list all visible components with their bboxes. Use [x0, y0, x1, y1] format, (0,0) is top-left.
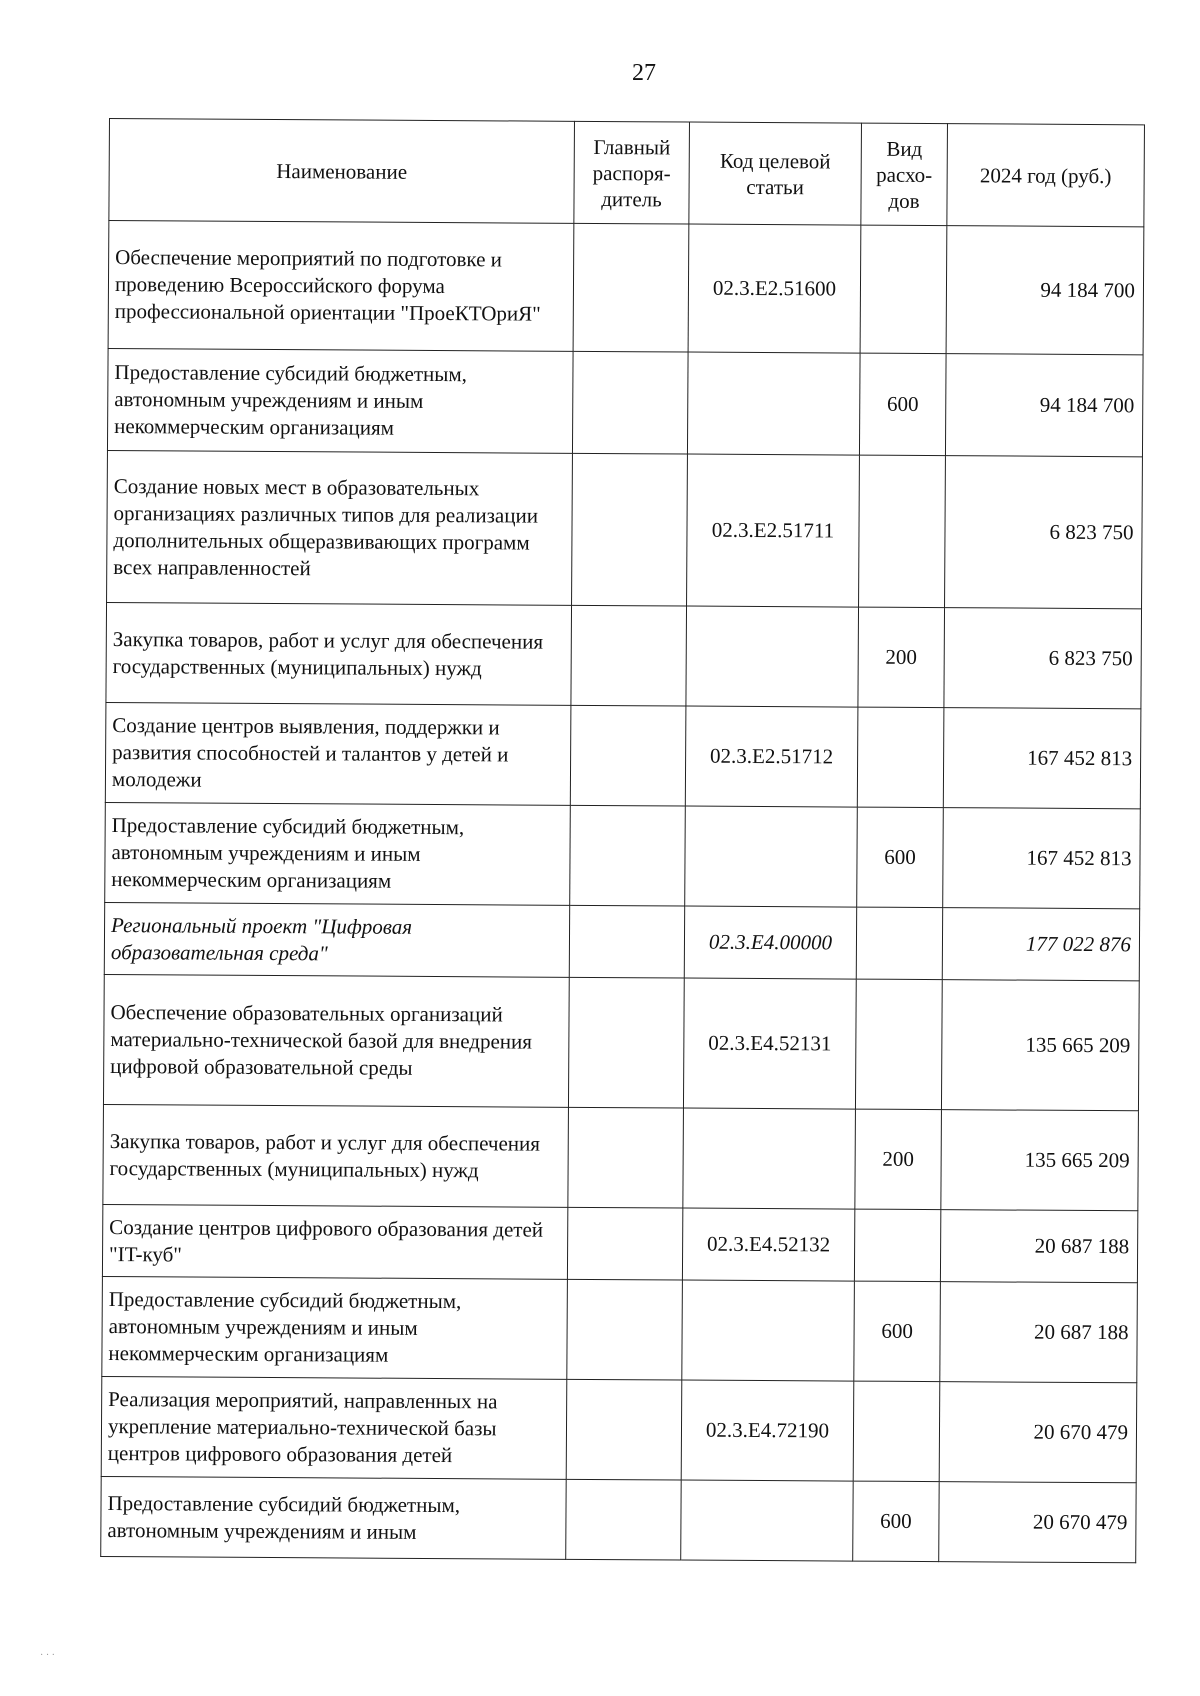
cell-code: 02.3.Е4.00000 [684, 906, 856, 979]
cell-name: Предоставление субсидий бюджетным, автономным учреждениям и иным [101, 1476, 566, 1559]
table-row [103, 974, 1139, 1110]
cell-manager [568, 977, 684, 1108]
cell-code [681, 1480, 853, 1561]
cell-name: Создание новых мест в образовательных организациях различных типов для реализации дополнительных общеразвивающих программ всех направленностей [107, 450, 573, 605]
table-row [102, 1204, 1137, 1282]
page-number: 27 [632, 60, 656, 86]
cell-name: Предоставление субсидий бюджетным, автономным учреждениям и иным некоммерческим организациям [107, 348, 573, 453]
cell-name: Реализация мероприятий, направленных на укрепление материально-технической базы центров цифрового образования детей [101, 1376, 567, 1479]
cell-manager [570, 805, 686, 906]
table-row [106, 602, 1142, 708]
table-row [101, 1476, 1136, 1562]
cell-amount: 6 823 750 [945, 456, 1143, 609]
cell-name: Предоставление субсидий бюджетным, автономным учреждениям и иным некоммерческим организациям [102, 1276, 568, 1379]
cell-amount: 135 665 209 [941, 1110, 1139, 1211]
cell-expense-type [860, 225, 947, 354]
cell-amount: 94 184 700 [946, 226, 1144, 355]
cell-amount: 20 670 479 [939, 1482, 1136, 1563]
cell-expense-type: 600 [853, 1481, 939, 1562]
cell-expense-type [854, 1209, 940, 1282]
cell-amount: 20 687 188 [940, 1282, 1138, 1383]
cell-manager [569, 905, 684, 978]
table-body [101, 221, 1144, 1563]
cell-name: Обеспечение мероприятий по подготовке и проведению Всероссийского форума профессиональной ориентации "ПроеКТОриЯ" [108, 221, 574, 352]
header-code: Код целевой статьи [689, 122, 862, 225]
cell-amount: 6 823 750 [944, 608, 1142, 709]
header-manager: Главный распоря-дитель [574, 121, 690, 224]
cell-code [683, 1108, 856, 1209]
cell-code [686, 606, 859, 707]
cell-expense-type [856, 907, 942, 980]
cell-code: 02.3.Е4.52131 [683, 978, 856, 1109]
cell-expense-type [859, 455, 946, 608]
cell-expense-type [857, 707, 944, 808]
cell-name: Создание центров цифрового образования детей "IT-куб" [102, 1204, 567, 1279]
cell-code: 02.3.Е4.72190 [681, 1380, 854, 1481]
cell-amount: 20 670 479 [939, 1382, 1137, 1483]
cell-code: 02.3.Е2.51711 [687, 454, 860, 607]
cell-amount: 135 665 209 [941, 980, 1139, 1111]
header-name: Наименование [109, 119, 575, 224]
cell-code [687, 352, 860, 455]
budget-table [100, 118, 1145, 1563]
cell-manager [568, 1107, 684, 1208]
cell-code [685, 806, 858, 907]
cell-manager [573, 223, 689, 352]
table-row [105, 802, 1141, 908]
cell-amount: 167 452 813 [943, 808, 1141, 909]
cell-name: Обеспечение образовательных организаций материально-технической базой для внедрения цифровой образовательной среды [103, 974, 569, 1107]
cell-name: Предоставление субсидий бюджетным, автономным учреждениям и иным некоммерческим организациям [105, 802, 571, 905]
table-row [107, 450, 1143, 608]
header-expense-type: Вид расхо-дов [861, 123, 948, 226]
table-row [103, 1104, 1139, 1210]
table-header-row [109, 119, 1145, 227]
cell-amount: 167 452 813 [943, 708, 1141, 809]
cell-amount: 177 022 876 [942, 908, 1139, 981]
cell-name: Закупка товаров, работ и услуг для обеспечения государственных (муниципальных) нужд [106, 602, 572, 705]
scan-specks: · · · [40, 1650, 55, 1661]
cell-code: 02.3.Е4.52132 [682, 1208, 854, 1281]
table-row [108, 221, 1144, 355]
cell-manager [571, 605, 687, 706]
cell-name: Создание центров выявления, поддержки и развития способностей и талантов у детей и молодежи [105, 702, 571, 805]
cell-expense-type: 200 [858, 607, 945, 708]
table-row [101, 1376, 1137, 1482]
cell-expense-type [853, 1381, 940, 1482]
cell-manager [567, 1207, 682, 1280]
cell-manager [566, 1479, 681, 1560]
cell-manager [570, 705, 686, 806]
table-row [107, 348, 1143, 456]
cell-expense-type: 600 [859, 353, 946, 456]
cell-manager [566, 1379, 682, 1480]
cell-amount: 20 687 188 [940, 1210, 1137, 1283]
cell-expense-type [855, 979, 942, 1110]
cell-manager [567, 1279, 683, 1380]
table-row [105, 702, 1141, 808]
cell-code: 02.3.Е2.51712 [685, 706, 858, 807]
cell-expense-type: 600 [857, 807, 944, 908]
cell-manager [572, 351, 688, 454]
cell-amount: 94 184 700 [945, 354, 1143, 457]
table-row [102, 1276, 1138, 1382]
cell-manager [572, 453, 688, 606]
cell-code: 02.3.Е2.51600 [688, 224, 861, 353]
header-amount: 2024 год (руб.) [947, 124, 1145, 227]
cell-expense-type: 200 [855, 1109, 942, 1210]
cell-expense-type: 600 [854, 1281, 941, 1382]
cell-code [682, 1280, 855, 1381]
cell-name: Закупка товаров, работ и услуг для обеспечения государственных (муниципальных) нужд [103, 1104, 569, 1207]
cell-name: Региональный проект "Цифровая образовательная среда" [104, 902, 569, 977]
table-row [104, 902, 1139, 980]
